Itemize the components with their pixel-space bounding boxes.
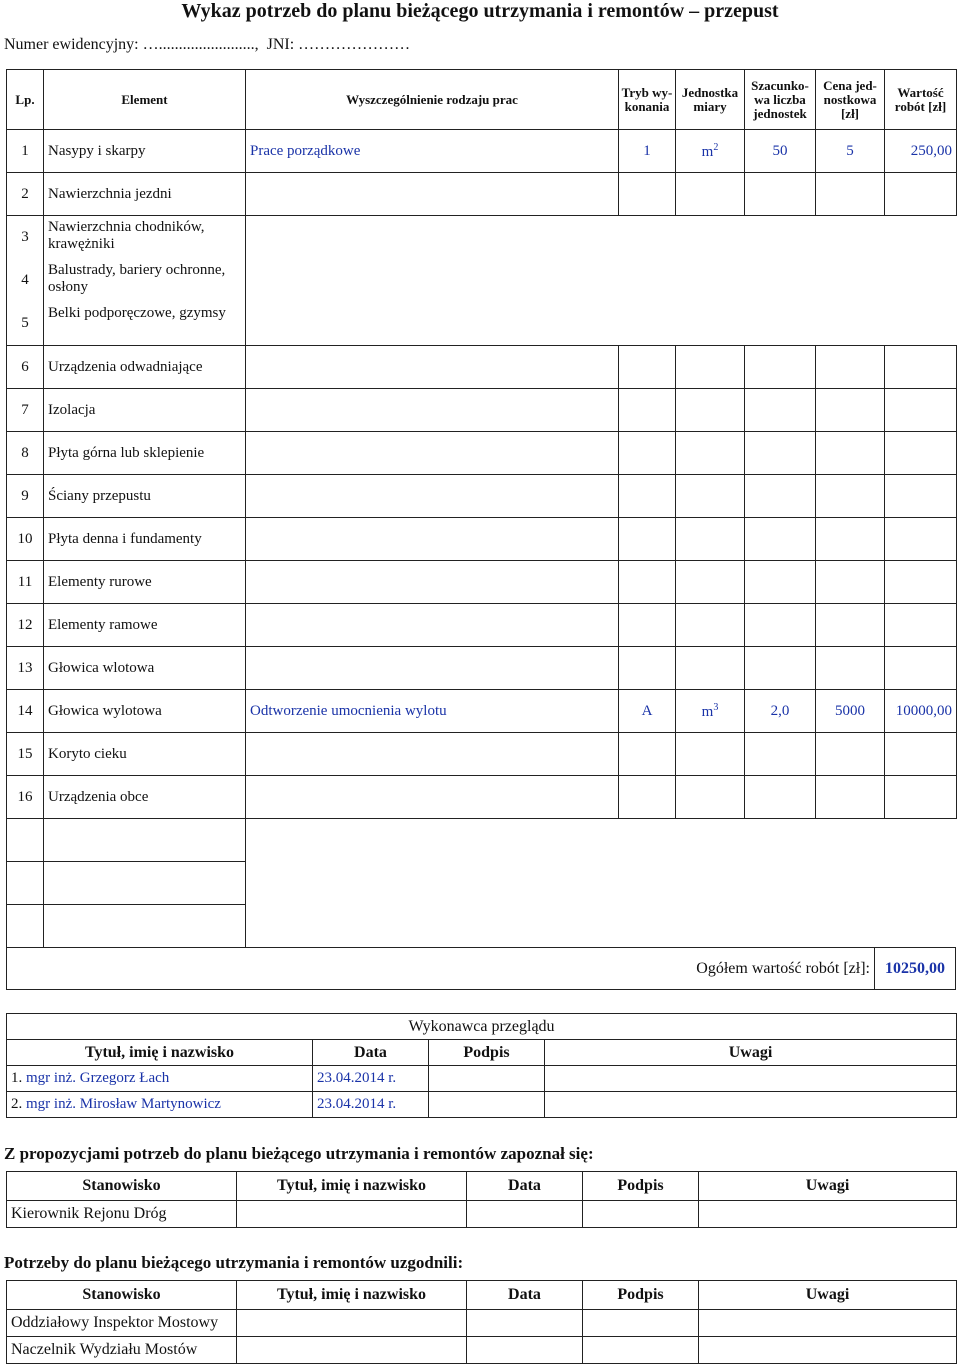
row-number: 10	[7, 518, 44, 561]
registry-number-label: Numer ewidencyjny: …........................,	[4, 36, 259, 53]
table-row	[7, 690, 957, 733]
table-row	[7, 173, 957, 216]
work-value	[885, 647, 957, 690]
row-number: 16	[7, 776, 44, 819]
inspector-name: 1. mgr inż. Grzegorz Łach	[7, 1066, 313, 1092]
inspection-heading-row	[7, 1014, 957, 1040]
row-number: 1	[7, 130, 44, 173]
element-name: Balustrady, bariery ochronne, osłony	[48, 262, 226, 295]
element-name: Nawierzchnia jezdni	[44, 173, 246, 216]
work-value	[885, 432, 957, 475]
header-quantity: Szacunko-wa liczba jednostek	[745, 70, 816, 130]
work-description	[246, 647, 619, 690]
unit-price	[816, 604, 885, 647]
approval2-header-signature: Podpis	[583, 1281, 699, 1310]
approval2-position: Naczelnik Wydziału Mostów	[7, 1337, 237, 1364]
inspection-header-name: Tytuł, imię i nazwisko	[7, 1040, 313, 1066]
inspection-row	[7, 1066, 957, 1092]
work-description	[246, 561, 619, 604]
execution-mode	[619, 647, 676, 690]
element-name: Głowica wylotowa	[44, 690, 246, 733]
estimated-quantity	[745, 173, 816, 216]
unit-price	[816, 561, 885, 604]
unit-price: 5	[816, 130, 885, 173]
approval1-header-remarks: Uwagi	[699, 1172, 957, 1201]
unit-price	[816, 432, 885, 475]
table-row	[7, 432, 957, 475]
approval2-title: Potrzeby do planu bieżącego utrzymania i remontów uzgodnili:	[4, 1253, 464, 1272]
approval2-header-position: Stanowisko	[7, 1281, 237, 1310]
work-value	[885, 346, 957, 389]
table-row	[7, 475, 957, 518]
work-value	[885, 475, 957, 518]
execution-mode: A	[619, 690, 676, 733]
approval2-position: Oddziałowy Inspektor Mostowy	[7, 1310, 237, 1337]
inspector-name: 2. mgr inż. Mirosław Martynowicz	[7, 1092, 313, 1118]
estimated-quantity	[745, 776, 816, 819]
unit-price	[816, 518, 885, 561]
execution-mode	[619, 561, 676, 604]
execution-mode	[619, 432, 676, 475]
table-header-row	[7, 70, 957, 130]
unit-price	[816, 346, 885, 389]
row-number: 4	[21, 272, 29, 288]
element-name: Nawierzchnia chodników, krawężniki	[48, 219, 205, 252]
unit-of-measure	[676, 604, 745, 647]
unit-of-measure	[676, 518, 745, 561]
element-name: Głowica wlotowa	[44, 647, 246, 690]
work-description: Prace porządkowe	[246, 130, 619, 173]
element-name: Urządzenia odwadniające	[44, 346, 246, 389]
inspection-row	[7, 1092, 957, 1118]
estimated-quantity	[745, 389, 816, 432]
table-row	[7, 561, 957, 604]
estimated-quantity	[745, 604, 816, 647]
execution-mode	[619, 518, 676, 561]
unit-price	[816, 647, 885, 690]
element-name: Nasypy i skarpy	[44, 130, 246, 173]
work-value	[885, 389, 957, 432]
unit-of-measure	[676, 733, 745, 776]
total-label: Ogółem wartość robót [zł]:	[7, 948, 875, 990]
row-number: 2	[7, 173, 44, 216]
inspection-remarks	[545, 1092, 957, 1118]
execution-mode	[619, 475, 676, 518]
inspection-header-date: Data	[313, 1040, 429, 1066]
estimated-quantity: 2,0	[745, 690, 816, 733]
work-description	[246, 432, 619, 475]
row-number: 7	[7, 389, 44, 432]
table-row	[7, 389, 957, 432]
work-value	[885, 776, 957, 819]
approval2-row	[7, 1310, 957, 1337]
work-description: Odtworzenie umocnienia wylotu	[246, 690, 619, 733]
unit-of-measure: $m^3$	[676, 690, 745, 733]
empty-row	[7, 905, 957, 948]
work-description	[246, 518, 619, 561]
table-row	[7, 518, 957, 561]
row-number: 12	[7, 604, 44, 647]
inspection-heading: Wykonawca przeglądu	[7, 1014, 957, 1040]
total-table	[6, 947, 956, 990]
header-lp: Lp.	[7, 70, 44, 130]
table-row	[7, 733, 957, 776]
execution-mode	[619, 776, 676, 819]
header-unit: Jednostka miary	[676, 70, 745, 130]
jni-label: JNI: …………………	[266, 36, 411, 53]
inspection-header-remarks: Uwagi	[545, 1040, 957, 1066]
approval1-position: Kierownik Rejonu Dróg	[7, 1201, 237, 1228]
grouped-rows	[7, 216, 957, 346]
approval1-header-position: Stanowisko	[7, 1172, 237, 1201]
approval2-header-row	[7, 1281, 957, 1310]
unit-of-measure	[676, 475, 745, 518]
approval1-table	[6, 1171, 957, 1228]
header-unit-price: Cena jed-nostkowa [zł]	[816, 70, 885, 130]
total-row	[7, 948, 956, 990]
unit-of-measure	[676, 647, 745, 690]
work-value: 250,00	[885, 130, 957, 173]
inspection-table	[6, 1013, 957, 1118]
table-row	[7, 647, 957, 690]
row-number: 8	[7, 432, 44, 475]
inspection-signature	[429, 1092, 545, 1118]
header-element: Element	[44, 70, 246, 130]
unit-price: 5000	[816, 690, 885, 733]
approval1-row	[7, 1201, 957, 1228]
unit-of-measure	[676, 389, 745, 432]
approval2-row	[7, 1337, 957, 1364]
unit-of-measure: $m^2$	[676, 130, 745, 173]
element-name: Elementy ramowe	[44, 604, 246, 647]
header-work: Wyszczególnienie rodzaju prac	[246, 70, 619, 130]
estimated-quantity	[745, 346, 816, 389]
approval2-table	[6, 1280, 957, 1364]
header-value: Wartość robót [zł]	[885, 70, 957, 130]
unit-price	[816, 173, 885, 216]
row-number: 3	[21, 229, 29, 245]
approval1-title: Z propozycjami potrzeb do planu bieżącego utrzymania i remontów zapoznał się:	[4, 1144, 594, 1163]
row-number: 9	[7, 475, 44, 518]
execution-mode: 1	[619, 130, 676, 173]
estimated-quantity	[745, 432, 816, 475]
element-name: Koryto cieku	[44, 733, 246, 776]
work-value	[885, 173, 957, 216]
execution-mode	[619, 346, 676, 389]
row-number: 6	[7, 346, 44, 389]
unit-of-measure	[676, 173, 745, 216]
element-name: Ściany przepustu	[44, 475, 246, 518]
element-name: Belki podporęczowe, gzymsy	[48, 305, 226, 321]
inspection-date: 23.04.2014 r.	[313, 1092, 429, 1118]
unit-price	[816, 389, 885, 432]
execution-mode	[619, 389, 676, 432]
work-value	[885, 733, 957, 776]
inspection-signature	[429, 1066, 545, 1092]
estimated-quantity	[745, 733, 816, 776]
empty-row	[7, 819, 957, 862]
needs-table	[6, 69, 957, 948]
work-description	[246, 733, 619, 776]
approval2-header-remarks: Uwagi	[699, 1281, 957, 1310]
estimated-quantity: 50	[745, 130, 816, 173]
approval1-header-row	[7, 1172, 957, 1201]
execution-mode	[619, 604, 676, 647]
work-description	[246, 173, 619, 216]
row-number: 11	[7, 561, 44, 604]
work-value	[885, 561, 957, 604]
estimated-quantity	[745, 518, 816, 561]
estimated-quantity	[745, 561, 816, 604]
estimated-quantity	[745, 647, 816, 690]
unit-price	[816, 776, 885, 819]
element-name: Płyta górna lub sklepienie	[44, 432, 246, 475]
work-value: 10000,00	[885, 690, 957, 733]
table-row	[7, 346, 957, 389]
table-row	[7, 130, 957, 173]
approval2-header-date: Data	[467, 1281, 583, 1310]
element-name: Izolacja	[44, 389, 246, 432]
approval1-header-name: Tytuł, imię i nazwisko	[237, 1172, 467, 1201]
total-value: 10250,00	[875, 948, 956, 990]
row-number: 5	[21, 315, 29, 331]
inspection-header-row	[7, 1040, 957, 1066]
inspection-date: 23.04.2014 r.	[313, 1066, 429, 1092]
unit-of-measure	[676, 346, 745, 389]
unit-price	[816, 475, 885, 518]
unit-of-measure	[676, 432, 745, 475]
work-description	[246, 389, 619, 432]
work-value	[885, 518, 957, 561]
estimated-quantity	[745, 475, 816, 518]
work-description	[246, 604, 619, 647]
row-number: 14	[7, 690, 44, 733]
execution-mode	[619, 173, 676, 216]
approval2-header-name: Tytuł, imię i nazwisko	[237, 1281, 467, 1310]
unit-of-measure	[676, 561, 745, 604]
element-name: Elementy rurowe	[44, 561, 246, 604]
empty-row	[7, 862, 957, 905]
work-description	[246, 776, 619, 819]
element-name: Urządzenia obce	[44, 776, 246, 819]
work-description	[246, 346, 619, 389]
work-value	[885, 604, 957, 647]
table-row	[7, 776, 957, 819]
inspection-header-signature: Podpis	[429, 1040, 545, 1066]
execution-mode	[619, 733, 676, 776]
approval1-header-signature: Podpis	[583, 1172, 699, 1201]
table-row	[7, 604, 957, 647]
approval1-header-date: Data	[467, 1172, 583, 1201]
row-number: 13	[7, 647, 44, 690]
row-number: 15	[7, 733, 44, 776]
unit-of-measure	[676, 776, 745, 819]
work-description	[246, 475, 619, 518]
unit-price	[816, 733, 885, 776]
element-name: Płyta denna i fundamenty	[44, 518, 246, 561]
registry-line	[4, 36, 410, 54]
header-mode: Tryb wy-konania	[619, 70, 676, 130]
inspection-remarks	[545, 1066, 957, 1092]
document-title: Wykaz potrzeb do planu bieżącego utrzymania i remontów – przepust	[181, 0, 779, 22]
